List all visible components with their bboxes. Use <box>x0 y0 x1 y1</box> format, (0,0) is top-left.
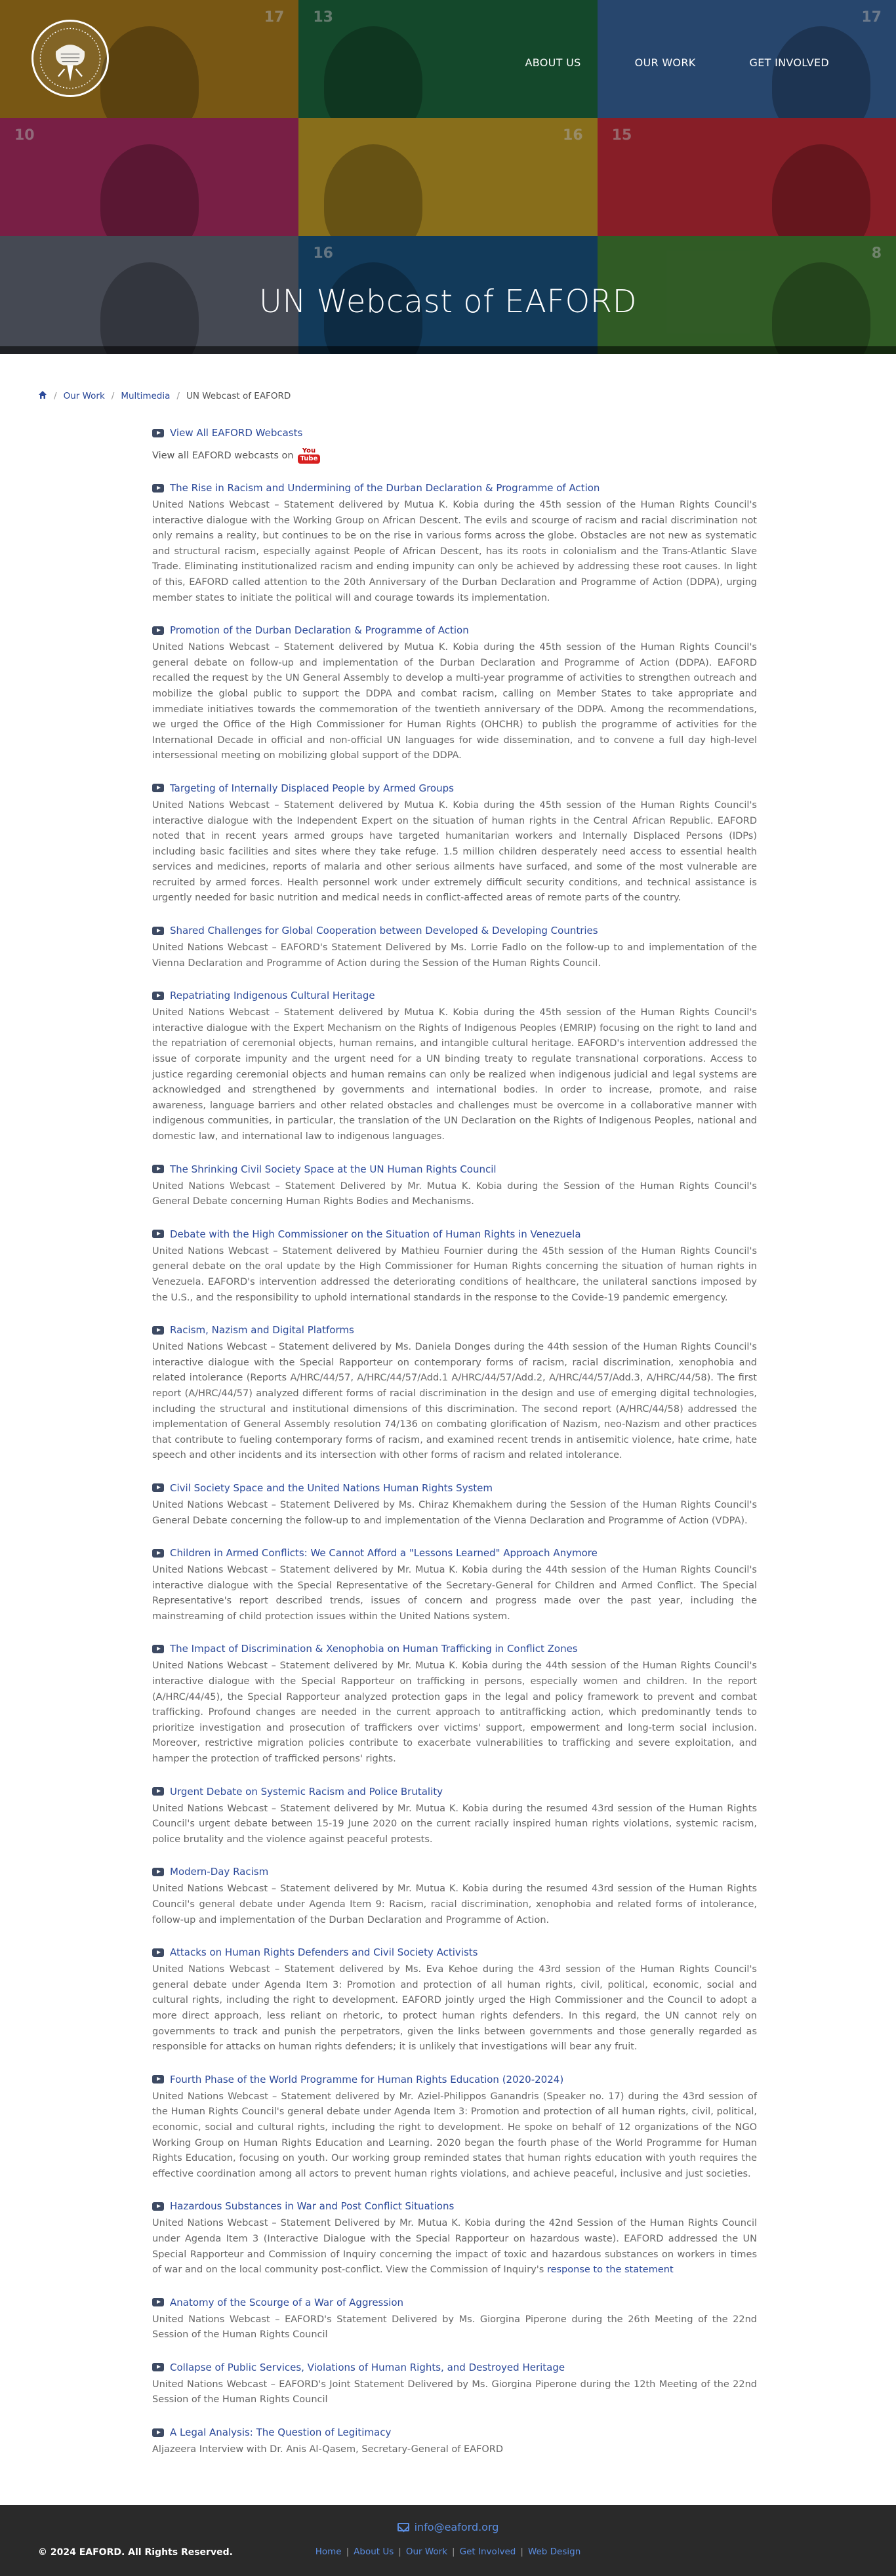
home-icon <box>38 390 47 399</box>
intro-text <box>152 448 757 464</box>
webcast-title-link[interactable]: Racism, Nazism and Digital Platforms <box>170 1324 354 1337</box>
webcast-title-link[interactable]: Promotion of the Durban Declaration & Programme of Action <box>170 624 469 637</box>
webcast-title-row <box>152 1866 757 1878</box>
webcast-item <box>152 782 757 906</box>
webcast-description <box>152 1801 757 1848</box>
youtube-logo-link[interactable] <box>298 448 321 464</box>
webcast-item <box>152 1163 757 1210</box>
webcast-item <box>152 2426 757 2458</box>
webcast-title-link[interactable]: Civil Society Space and the United Nations Human Rights System <box>170 1481 493 1494</box>
breadcrumb-current: UN Webcast of EAFORD <box>186 391 291 401</box>
webcast-description-text: United Nations Webcast – Statement delivered by Mutua K. Kobia during the 45th session of the Human Rights Council's interactive dialogue with the Working Group on African Descent. The evils and scourge of racism and racial discrimination not only remains a reality, but continues to be on the rise in various forms across the globe. Obstacles are not new as systematic and structural racism, especially against People of African Descent, has its roots in colonialism and the Trans-Atlantic Slave Trade. Eliminating institutionalized racism and ending impunity can only be achieved by addressing these root causes. In light of this, EAFORD called attention to the 20th Anniversary of the Durban Declaration and Programme of Action (DDPA), urging member states to initiate the political will and courage towards its implementation. <box>152 500 757 603</box>
webcast-description-text: United Nations Webcast – Statement Delivered by Mr. Mutua K. Kobia during the Session of the Human Rights Council's General Debate concerning Human Rights Bodies and Mechanisms. <box>152 1180 757 1207</box>
breadcrumb-multimedia[interactable]: Multimedia <box>121 391 171 401</box>
logo-emblem-icon <box>33 22 107 95</box>
webcast-description <box>152 2442 757 2458</box>
envelope-icon <box>397 2523 409 2531</box>
webcast-description-text: United Nations Webcast – Statement delivered by Mathieu Fournier during the 45th session of the Human Rights Council's general debate on the oral update by the High Commissioner for Human Rights concerning the situation of human rights in Venezuela. EAFORD's intervention addressed the deteriorating conditions of healthcare, the unilateral sanctions imposed by the U.S., and the responsibility to uphold international standards in the response to the Covide-19 pandemic emergency. <box>152 1245 757 1303</box>
webcast-description-text: United Nations Webcast – Statement Delivered by Mr. Mutua K. Kobia during the 42nd Session of the Human Rights Council under Agenda Item 3 (Interactive Dialogue with the Special Rapporteur on hazardous waste). EAFORD addressed the UN Special Rapporteur and Commission of Inquiry concerning the impact of toxic and hazardous substances on workers in times of war and on the local community post-conflict. View the Commission of Inquiry's <box>152 2218 757 2276</box>
youtube-logo-tube: Tube <box>298 454 321 464</box>
webcast-description-text: United Nations Webcast – Statement delivered by Mutua K. Kobia during the 45th session of the Human Rights Council's general debate on follow-up and implementation of the Durban Declaration and Programme of Action (DDPA). EAFORD recalled the request by the UN General Assembly to develop a multi-year programme of activities to strengthen outreach and mobilize the global public to support the DDPA and combat racism, calling on Member States to take appropriate and immediate initiatives towards the commemoration of the twentieth anniversary of the DDPA. Among the recommendations, we urged the Office of the High Commissioner for Human Rights (OHCHR) to publish the programme of activities for the International Decade in official and non-official UN languages for wide dissemination, and to convene a full day high-level intersessional meeting on mobilizing global support of the DDPA. <box>152 642 757 761</box>
view-all-webcasts <box>152 427 757 439</box>
webcast-list <box>152 402 757 2458</box>
webcast-item <box>152 624 757 764</box>
webcast-description <box>152 798 757 906</box>
webcast-title-link[interactable]: Urgent Debate on Systemic Racism and Police Brutality <box>170 1785 443 1798</box>
webcast-description <box>152 1340 757 1464</box>
webcast-title-link[interactable]: Attacks on Human Rights Defenders and Civil Society Activists <box>170 1946 478 1959</box>
footer-link-separator: | <box>346 2546 350 2557</box>
webcast-description <box>152 2312 757 2343</box>
breadcrumb-separator: / <box>54 391 57 401</box>
webcast-title-link[interactable]: Shared Challenges for Global Cooperation between Developed & Developing Countries <box>170 925 598 937</box>
webcast-description-text: United Nations Webcast – Statement delivered by Mr. Mutua K. Kobia during the resumed 43rd session of the Human Rights Council's general debate under Agenda Item 9: Racism, racial discrimination, xenophobia and related forms of intolerance, follow-up and implementation of the Durban Declaration and Programme of Action. <box>152 1883 757 1925</box>
webcast-item <box>152 1482 757 1529</box>
webcast-description <box>152 2089 757 2183</box>
footer-link-our-work[interactable]: Our Work <box>405 2546 448 2557</box>
webcast-title-row <box>152 1324 757 1336</box>
breadcrumb <box>0 354 896 402</box>
footer-link-get-involved[interactable]: Get Involved <box>459 2546 516 2557</box>
breadcrumb-home[interactable] <box>38 390 47 402</box>
breadcrumb-our-work[interactable]: Our Work <box>63 391 105 401</box>
sdg-goal-number: 17 <box>861 9 882 26</box>
hero-banner <box>0 0 896 354</box>
webcast-item <box>152 1324 757 1464</box>
webcast-description-text: United Nations Webcast – EAFORD's Statement Delivered by Ms. Lorrie Fadlo on the follow-up to and implementation of the Vienna Declaration and Programme of Action during the Session of the Human Rights Council. <box>152 942 757 969</box>
webcast-description-text: United Nations Webcast – Statement delivered by Mr. Mutua K. Kobia during the 44th session of the Human Rights Council's interactive dialogue with the Special Rapporteur on trafficking in persons, especially women and children. In the report (A/HRC/44/45), the Special Rapporteur analyzed protection gaps in the legal and policy framework to prevent and combat trafficking. Profound changes are needed in the current approach to antitrafficking action, which predominantly tends to prioritize investigation and prosecution of traffickers over victims' support, empowerment and long-term social inclusion. Moreover, restrictive migration policies contribute to exacerbate vulnerabilities to trafficking and severe exploitation, and hamper the protection of trafficked persons' rights. <box>152 1660 757 1765</box>
video-play-icon <box>152 626 164 635</box>
webcast-title-link[interactable]: Debate with the High Commissioner on the Situation of Human Rights in Venezuela <box>170 1228 581 1240</box>
footer-links <box>0 2546 896 2557</box>
webcast-description-text: United Nations Webcast – Statement delivered by Ms. Daniela Donges during the 44th session of the Human Rights Council's interactive dialogue with the Special Rapporteur on contemporary forms of racism, racial discrimination, xenophobia and related intolerance (Reports A/HRC/44/57, A/HRC/44/57/Add.1 A/HRC/44/57/Add.2, A/HRC/44/57/Add.3, A/HRC/44/58). The first report (A/HRC/44/57) analyzed different forms of racial discrimination in the design and use of emerging digital technologies, including the structural and institutional dimensions of this discrimination. The second report (A/HRC/44/58) addressed the implementation of General Assembly resolution 74/136 on combating glorification of Nazism, neo-Nazism and other practices that contribute to fueling contemporary forms of racism, and examined recent trends in antisemitic violence, hate crime, hate speech and other incidents and its intersection with other forms of racism and related intolerance. <box>152 1342 757 1461</box>
nav-get-involved[interactable]: GET INVOLVED <box>749 56 829 69</box>
webcast-title-row <box>152 2362 757 2373</box>
video-play-icon <box>152 1165 164 1173</box>
video-play-icon <box>152 1948 164 1957</box>
video-play-icon <box>152 1868 164 1876</box>
webcast-title-row <box>152 2297 757 2308</box>
webcast-title-row <box>152 1946 757 1958</box>
webcast-description-text: Aljazeera Interview with Dr. Anis Al-Qasem, Secretary-General of EAFORD <box>152 2444 504 2455</box>
video-play-icon <box>152 2428 164 2437</box>
webcast-title-link[interactable]: The Impact of Discrimination & Xenophobia on Human Trafficking in Conflict Zones <box>170 1643 578 1655</box>
sdg-goal-number: 15 <box>611 127 632 144</box>
webcast-item <box>152 925 757 971</box>
footer-link-separator: | <box>452 2546 455 2557</box>
webcast-title-row <box>152 2074 757 2085</box>
webcast-title-link[interactable]: A Legal Analysis: The Question of Legitimacy <box>170 2426 392 2439</box>
webcast-title-link[interactable]: Children in Armed Conflicts: We Cannot Afford a "Lessons Learned" Approach Anymore <box>170 1547 598 1560</box>
webcast-description-text: United Nations Webcast – Statement delivered by Mutua K. Kobia during the 45th session of the Human Rights Council's interactive dialogue with the Independent Expert on the situation of human rights in the Central African Republic. EAFORD noted that in recent years armed groups have targeted humanitarian workers and Internally Displaced Persons (IDPs) including basic facilities and sites where they take refuge. 1.5 million children desperately need access to essential health services and medicines, reports of malaria and other serious ailments have surfaced, and some of the most vulnerable are recruited by armed forces. Health personnel work under extremely difficult security conditions, and technical assistance is urgently needed for basic nutrition and medical needs in conflict-affected areas of remote parts of the country. <box>152 799 757 904</box>
hero-bottom-strip <box>0 346 896 354</box>
footer-link-separator: | <box>520 2546 523 2557</box>
video-play-icon <box>152 1645 164 1653</box>
video-play-icon <box>152 2298 164 2306</box>
webcast-description-text: United Nations Webcast – Statement delivered by Mutua K. Kobia during the 45th session of the Human Rights Council's interactive dialogue with the Expert Mechanism on the Rights of Indigenous Peoples (EMRIP) focusing on the right to land and the repatriation of ceremonial objects, human remains, and intangible cultural heritage. EAFORD's intervention addressed the issue of corporate impunity and the urgent need for a UN binding treaty to regulate transnational corporations. Access to justice regarding ceremonial objects and human remains can only be realized when indigenous judicial and legal systems are acknowledged and strengthened by governments and international bodies. In order to increase, promote, and raise awareness, language barriers and other related obstacles and challenges must be overcome in a collaborative manner with indigenous communities, in particular, the translation of the UN Declaration on the Rights of Indigenous Peoples, national and domestic law, and international law to indigenous languages. <box>152 1007 757 1142</box>
webcast-title-row <box>152 782 757 794</box>
webcast-description-text: United Nations Webcast – Statement delivered by Mr. Aziel-Philippos Ganandris (Speaker no. 17) during the 43rd session of the Human Rights Council's general debate under Agenda Item 3: Promotion and protection of all human rights, civil, political, economic, social and cultural rights, including the right to development. He spoke on behalf of 12 organizations of the NGO Working Group on Human Rights Education and Learning. 2020 began the fourth phase of the World Programme for Human Rights Education, focusing on youth. Our working group reminded states that human rights education with youth requires the effective coordination among all actors to prevent human rights violations, and achieve peaceful, inclusive and just societies. <box>152 2091 757 2179</box>
page-title: UN Webcast of EAFORD <box>258 283 638 320</box>
webcast-title-row <box>152 624 757 636</box>
webcast-description <box>152 498 757 606</box>
youtube-logo-you: You <box>302 447 316 454</box>
site-logo[interactable] <box>31 20 109 97</box>
webcast-title-link[interactable]: Anatomy of the Scourge of a War of Aggression <box>170 2296 404 2308</box>
webcast-item <box>152 1643 757 1767</box>
sdg-goal-number: 13 <box>313 9 333 26</box>
webcast-title-link[interactable]: Modern-Day Racism <box>170 1866 269 1878</box>
webcast-item <box>152 1547 757 1624</box>
webcast-description <box>152 1563 757 1624</box>
webcast-description <box>152 1244 757 1306</box>
webcast-title-row <box>152 1786 757 1798</box>
video-play-icon <box>152 784 164 792</box>
view-all-webcasts-link[interactable]: View All EAFORD Webcasts <box>170 427 303 439</box>
commission-response-link[interactable]: response to the statement <box>546 2264 674 2276</box>
webcast-title-row <box>152 2200 757 2212</box>
webcast-title-row <box>152 990 757 1001</box>
footer-link-separator: | <box>398 2546 401 2557</box>
webcast-description <box>152 2216 757 2278</box>
webcast-title-link[interactable]: Hazardous Substances in War and Post Conflict Situations <box>170 2200 455 2213</box>
webcast-description <box>152 640 757 764</box>
webcast-item <box>152 1866 757 1928</box>
webcast-title-link[interactable]: Targeting of Internally Displaced People by Armed Groups <box>170 782 454 794</box>
webcast-title-row <box>152 1228 757 1240</box>
webcast-description <box>152 940 757 971</box>
nav-our-work[interactable]: OUR WORK <box>634 56 696 69</box>
webcast-description <box>152 2377 757 2408</box>
video-play-icon <box>152 484 164 493</box>
footer-email-link[interactable]: info@eaford.org <box>414 2520 499 2533</box>
webcast-item <box>152 1786 757 1848</box>
video-play-icon <box>152 992 164 1000</box>
video-play-icon <box>152 1230 164 1238</box>
webcast-description <box>152 1882 757 1928</box>
webcast-item <box>152 1228 757 1306</box>
webcast-item <box>152 1946 757 2055</box>
sdg-goal-number: 17 <box>264 9 285 26</box>
footer-link-about-us[interactable]: About Us <box>354 2546 394 2557</box>
webcast-description-text: United Nations Webcast – Statement delivered by Ms. Eva Kehoe during the 43rd session of the Human Rights Council's general debate under Agenda Item 3: Promotion and protection of all human rights, civil, political, economic, social and cultural rights, including the right to development. EAFORD jointly urged the High Commissioner and the Council to adopt a more direct approach, less reliant on rhetoric, to protect human rights defenders. In this regard, the UN cannot rely on governments to track and punish the perpetrators, given the links between governments and those generally regarded as responsible for attacks on human rights defenders; it is unlikely that investigations will bear any fruit. <box>152 1964 757 2053</box>
footer-copyright: © 2024 EAFORD. All Rights Reserved. <box>38 2546 233 2558</box>
breadcrumb-separator: / <box>111 391 115 401</box>
breadcrumb-separator: / <box>176 391 180 401</box>
video-play-icon <box>152 1549 164 1558</box>
video-play-icon <box>152 2202 164 2211</box>
webcast-description-text: United Nations Webcast – EAFORD's Statement Delivered by Ms. Giorgina Piperone during the 26th Meeting of the 22nd Session of the Human Rights Council <box>152 2314 757 2341</box>
webcast-description <box>152 1179 757 1210</box>
webcast-title-link[interactable]: The Rise in Racism and Undermining of the Durban Declaration & Programme of Action <box>170 482 600 494</box>
video-play-icon <box>152 2363 164 2371</box>
webcast-description-text: United Nations Webcast – EAFORD's Joint Statement Delivered by Ms. Giorgina Piperone during the 12th Meeting of the 22nd Session of the Human Rights Council <box>152 2379 757 2405</box>
webcast-item <box>152 482 757 606</box>
webcast-title-link[interactable]: The Shrinking Civil Society Space at the UN Human Rights Council <box>170 1163 497 1175</box>
webcast-description-text: United Nations Webcast – Statement delivered by Mr. Mutua K. Kobia during the 44th session of the Human Rights Council's interactive dialogue with the Special Representative of the Secretary-General for Children and Armed Conflict. The Special Representative's report described trends, issues of concern and progress made over the past year, including the mainstreaming of child protection issues within the United Nations system. <box>152 1565 757 1622</box>
nav-about-us[interactable]: ABOUT US <box>525 56 581 69</box>
sdg-goal-number: 16 <box>563 127 583 144</box>
video-play-icon <box>152 1787 164 1796</box>
webcast-title-row <box>152 1482 757 1494</box>
webcast-description <box>152 1498 757 1529</box>
sdg-goal-number: 16 <box>313 245 333 262</box>
webcast-title-link[interactable]: Fourth Phase of the World Programme for Human Rights Education (2020-2024) <box>170 2073 564 2085</box>
webcast-description-text: United Nations Webcast – Statement delivered by Mr. Mutua K. Kobia during the resumed 43rd session of the Human Rights Council's urgent debate between 15-19 June 2020 on the current racially inspired human rights violations, systemic racism, police brutality and the violence against peaceful protests. <box>152 1803 757 1845</box>
webcast-title-row <box>152 1547 757 1559</box>
video-play-icon <box>152 429 164 437</box>
video-play-icon <box>152 1326 164 1335</box>
webcast-item <box>152 2297 757 2343</box>
webcast-title-link[interactable]: Collapse of Public Services, Violations of Human Rights, and Destroyed Heritage <box>170 2361 565 2373</box>
webcast-item <box>152 2362 757 2408</box>
footer-link-home[interactable]: Home <box>315 2546 342 2557</box>
webcast-description <box>152 1659 757 1767</box>
webcast-item <box>152 2200 757 2278</box>
webcast-title-row <box>152 2426 757 2438</box>
webcast-description-text: United Nations Webcast – Statement Delivered by Ms. Chiraz Khemakhem during the Session of the Human Rights Council's General Debate concerning the follow-up to and implementation of the Vienna Declaration and Programme of Action (VDPA). <box>152 1499 757 1526</box>
webcast-title-row <box>152 482 757 494</box>
webcast-description <box>152 1005 757 1144</box>
main-nav <box>525 56 829 69</box>
webcast-item <box>152 990 757 1144</box>
footer-email <box>0 2521 896 2533</box>
footer-link-web-design[interactable]: Web Design <box>527 2546 581 2557</box>
intro-text-label: View all EAFORD webcasts on <box>152 451 294 461</box>
webcast-title-row <box>152 925 757 936</box>
webcast-title-row <box>152 1163 757 1175</box>
webcast-description <box>152 1962 757 2055</box>
video-play-icon <box>152 927 164 935</box>
sdg-goal-number: 10 <box>14 127 35 144</box>
webcast-title-link[interactable]: Repatriating Indigenous Cultural Heritage <box>170 990 375 1002</box>
sdg-goal-number: 8 <box>871 245 882 262</box>
site-footer <box>0 2505 896 2576</box>
video-play-icon <box>152 1483 164 1492</box>
webcast-title-row <box>152 1643 757 1655</box>
webcast-item <box>152 2074 757 2183</box>
video-play-icon <box>152 2075 164 2083</box>
